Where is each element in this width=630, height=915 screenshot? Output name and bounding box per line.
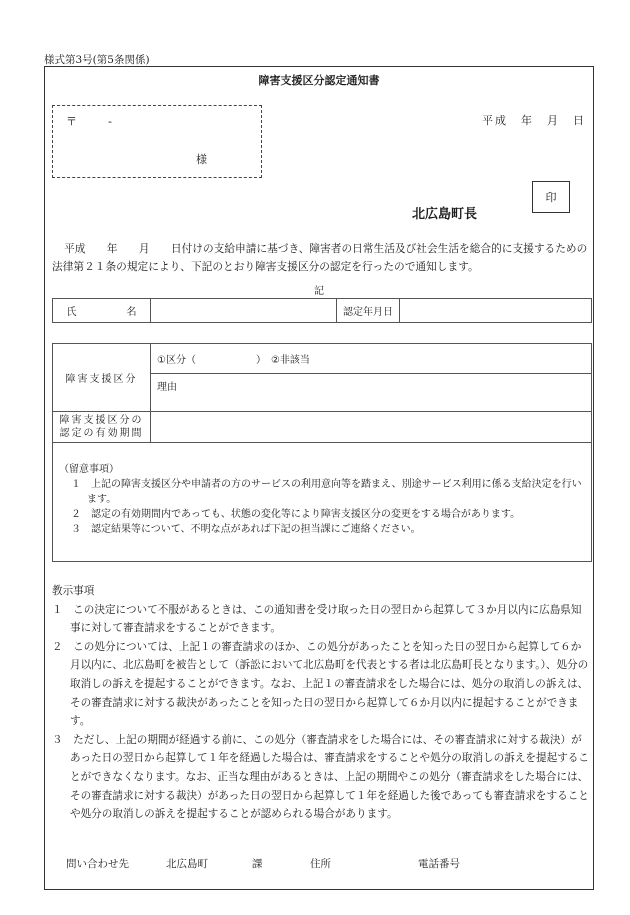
postal-mark: 〒 bbox=[66, 115, 78, 128]
notes-item: ２ 認定の有効期間内であっても、状態の変化等により障害支援区分の変更をする場合があります。 bbox=[71, 509, 521, 520]
ki-heading: 記 bbox=[314, 286, 324, 297]
category-label: 障害支援区分 bbox=[53, 344, 151, 412]
support-category-table bbox=[52, 343, 592, 443]
issue-date: 平成 年 月 日 bbox=[482, 114, 586, 127]
cert-date-label: 認定年月日 bbox=[336, 299, 400, 323]
cert-date-value bbox=[400, 299, 592, 323]
notes-item: １ 上記の障害支援区分や申請者の方のサービスの利用意向等を踏まえ、別途サービス利用に係る支給決定を行います。 bbox=[71, 479, 582, 505]
recipient-honorific: 様 bbox=[196, 153, 207, 166]
contact-phone: 電話番号 bbox=[418, 858, 460, 870]
postal-code-line bbox=[66, 113, 113, 129]
seal-label: 印 bbox=[545, 191, 557, 204]
instruction-item: ３ ただし、上記の期間が経過する前に、この処分（審査請求をした場合には、その審査請求に対する裁決）があった日の翌日から起算して１年を経過した場合は、審査請求をすることや処分の取消しの訴えを提起することができなくなります。なお、正当な理由があるときは、上記の期間やこの処分（審査請求をした場合には、その審査請求に対する裁決）があった日の翌日から起算して１年を経過した後であっても審査請求をすることや処分の取消しの訴えを提起することが認められる場合があります。 bbox=[52, 733, 589, 821]
validity-label bbox=[53, 412, 151, 443]
notification-body: 平成 年 月 日付けの支給申請に基づき、障害者の日常生活及び社会生活を総合的に支援するための法律第２１条の規定により、下記のとおり障害支援区分の認定を行ったので通知します。 bbox=[52, 242, 588, 273]
reason-cell bbox=[151, 374, 592, 412]
name-value bbox=[150, 299, 336, 323]
instruction-item: ２ この処分については、上記１の審査請求のほか、この処分があったことを知った日の翌日から起算して６か月以内に、北広島町を被告として（訴訟において北広島町を代表とする者は北広島町長となります。）、処分の取消しの訴えを提起することができます。なお、上記１の審査請求をした場合には、処分の取消しの訴えは、その審査請求に対する裁決があったことを知った日の翌日から起算して６か月以内に提起することができます。 bbox=[52, 640, 589, 728]
validity-label-line1: 障害支援区分の bbox=[59, 415, 144, 426]
issuer-name: 北広島町長 bbox=[412, 207, 478, 222]
form-number-label: 様式第3号(第5条関係) bbox=[44, 54, 150, 66]
validity-label-line2: 認定の有効期間 bbox=[59, 428, 144, 439]
official-seal-box bbox=[532, 181, 570, 213]
contact-town: 北広島町 bbox=[166, 858, 208, 870]
notes-item: ３ 認定結果等について、不明な点があれば下記の担当課にご連絡ください。 bbox=[71, 524, 421, 535]
category-option: ①区分（ ） ②非該当 bbox=[151, 344, 592, 374]
postal-dash: - bbox=[108, 115, 113, 128]
contact-section: 課 bbox=[252, 858, 263, 870]
contact-label: 問い合わせ先 bbox=[66, 858, 129, 870]
instructions-heading: 教示事項 bbox=[52, 585, 95, 597]
name-label: 氏 名 bbox=[53, 299, 151, 323]
notes-box bbox=[52, 442, 592, 562]
reason-label: 理由 bbox=[157, 382, 177, 393]
validity-value bbox=[151, 412, 592, 443]
instruction-item: １ この決定について不服があるときは、この通知書を受け取った日の翌日から起算して３か月以内に広島県知事に対して審査請求をすることができます。 bbox=[52, 603, 582, 635]
contact-address: 住所 bbox=[310, 858, 331, 870]
instructions-section bbox=[52, 582, 590, 824]
document-title: 障害支援区分認定通知書 bbox=[258, 74, 380, 87]
name-date-table bbox=[52, 298, 592, 323]
notes-heading: （留意事項） bbox=[59, 464, 119, 475]
